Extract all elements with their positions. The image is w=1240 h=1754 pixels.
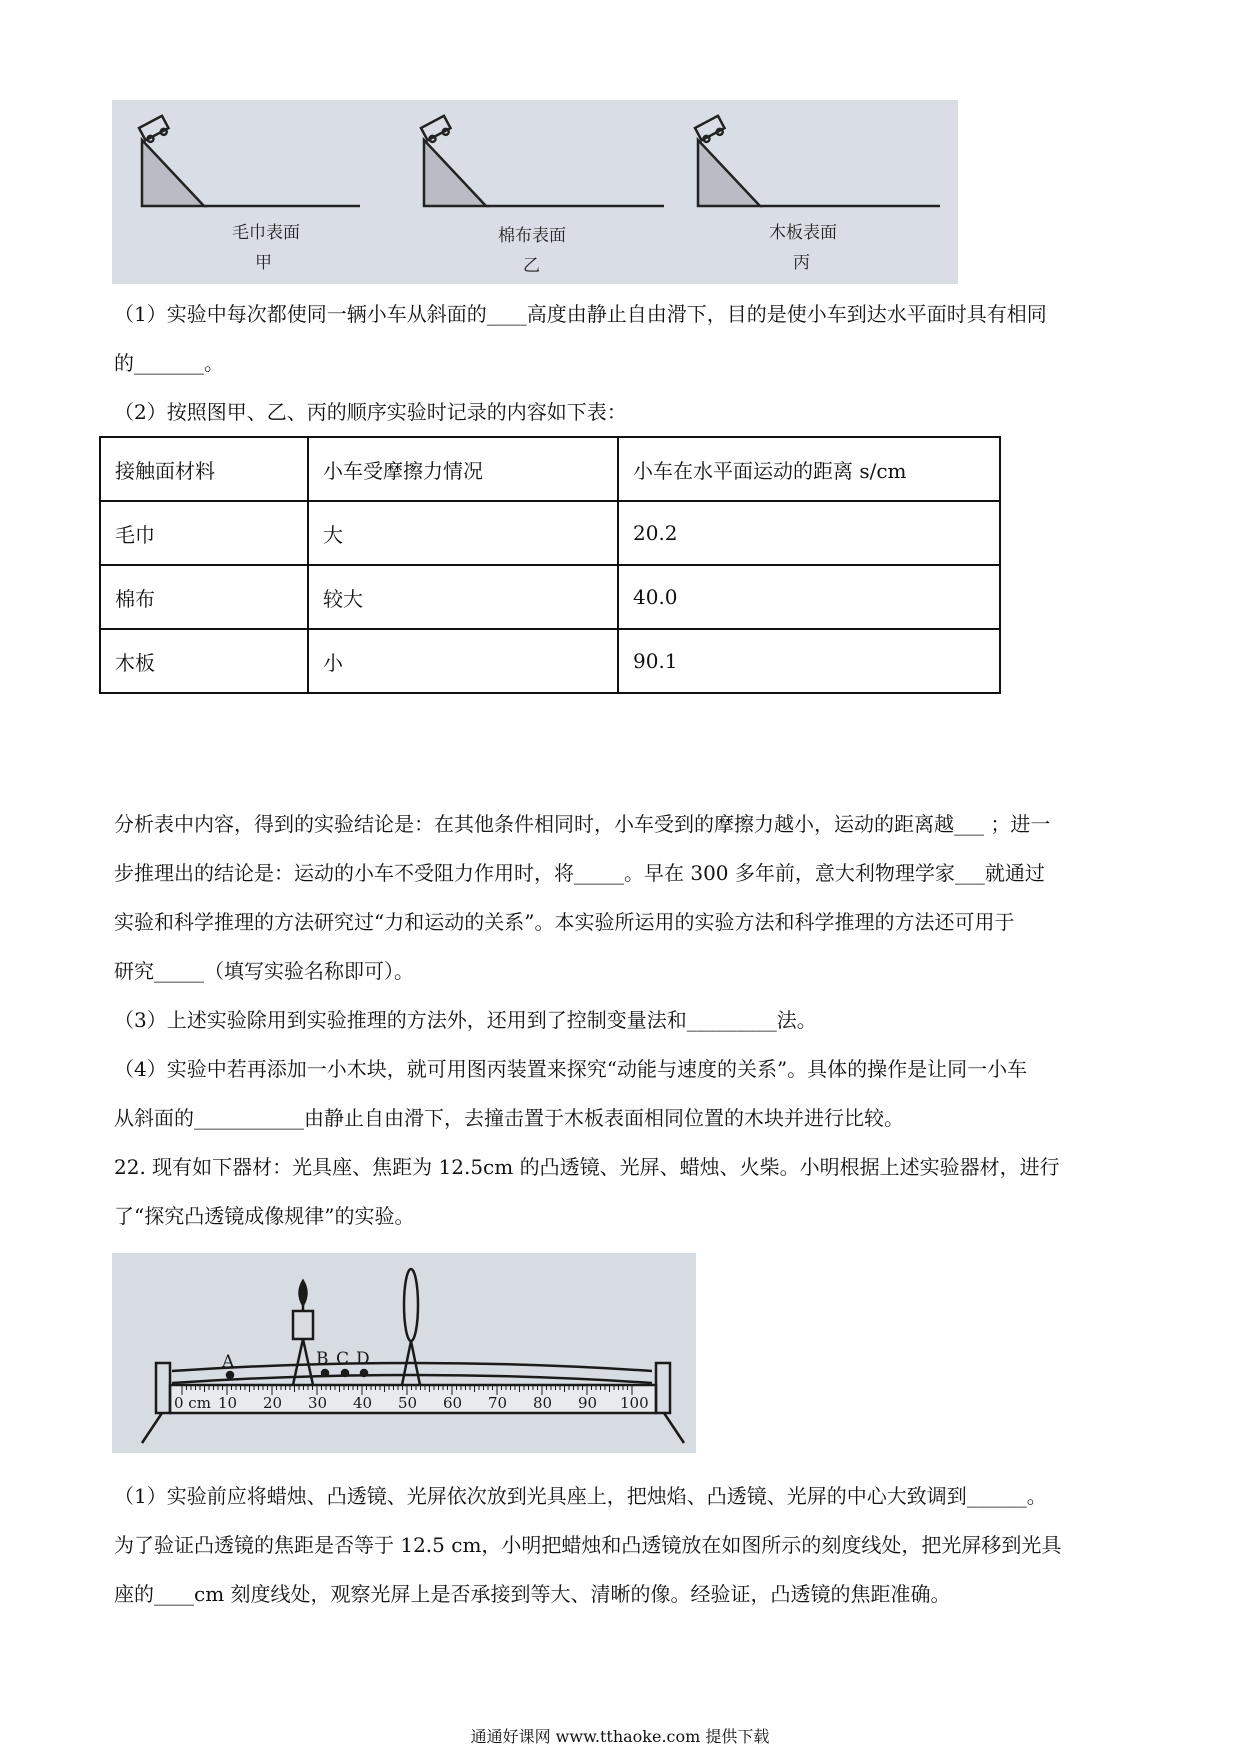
point-label-c: C: [336, 1349, 350, 1369]
table-cell: 较大: [308, 565, 618, 629]
figure-label: 甲: [255, 253, 272, 273]
point-label-a: A: [222, 1352, 235, 1372]
table-cell: 大: [308, 501, 618, 565]
scale-label: 100: [620, 1394, 649, 1412]
surface-label: 毛巾表面: [232, 223, 300, 243]
incline-figure: [112, 100, 958, 284]
table-cell: 20.2: [618, 501, 1000, 565]
point-label-b: B: [316, 1349, 329, 1369]
scale-label: 70: [488, 1394, 508, 1412]
table-header: 小车在水平面运动的距离 s/cm: [618, 437, 1000, 501]
q21-part1-line1: （1）实验中每次都使同一辆小车从斜面的____高度由静止自由滑下，目的是使小车到达水平面时具有相同: [114, 302, 1047, 326]
table-header-row: [100, 437, 1000, 501]
figure-label: 丙: [793, 253, 810, 273]
table-header: 小车受摩擦力情况: [308, 437, 618, 501]
table-row: [100, 565, 1000, 629]
figure-label: 乙: [523, 256, 540, 276]
surface-label: 棉布表面: [498, 226, 566, 246]
scale-label: 10: [218, 1394, 238, 1412]
q22-stem-line2: 了“探究凸透镜成像规律”的实验。: [114, 1204, 415, 1228]
scale-label: 90: [578, 1394, 598, 1412]
analysis-line1: 分析表中内容，得到的实验结论是：在其他条件相同时，小车受到的摩擦力越小，运动的距离越___ ；进一: [114, 812, 1051, 836]
optical-bench-figure: [112, 1253, 696, 1453]
surface-label: 木板表面: [769, 223, 837, 243]
scale-label: 20: [263, 1394, 283, 1412]
q21-part2-intro: （2）按照图甲、乙、丙的顺序实验时记录的内容如下表：: [114, 400, 627, 424]
scale-label: 80: [533, 1394, 553, 1412]
q22-part1-line3: 座的____cm 刻度线处，观察光屏上是否承接到等大、清晰的像。经验证，凸透镜的焦距准确。: [114, 1582, 951, 1606]
table-cell: 木板: [100, 629, 308, 693]
q22-stem-line1: 22. 现有如下器材：光具座、焦距为 12.5cm 的凸透镜、光屏、蜡烛、火柴。小明根据上述实验器材，进行: [114, 1155, 1060, 1179]
analysis-line2: 步推理出的结论是：运动的小车不受阻力作用时，将_____。早在 300 多年前，意大利物理学家___就通过: [114, 861, 1045, 885]
table-cell: 毛巾: [100, 501, 308, 565]
scale-label: 30: [308, 1394, 328, 1412]
q21-part1-line2: 的_______。: [114, 351, 224, 375]
incline-diagram: [112, 100, 958, 284]
scale-label: 0 cm: [174, 1394, 211, 1412]
q21-part3: （3）上述实验除用到实验推理的方法外，还用到了控制变量法和_________法。: [114, 1008, 817, 1032]
point-label-d: D: [356, 1349, 370, 1369]
q21-part4-line1: （4）实验中若再添加一小木块，就可用图丙装置来探究“动能与速度的关系”。具体的操作是让同一小车: [114, 1057, 1028, 1081]
q21-part4-line2: 从斜面的___________由静止自由滑下，去撞击置于木板表面相同位置的木块并进行比较。: [114, 1106, 904, 1130]
scale-label: 60: [443, 1394, 463, 1412]
table-row: [100, 501, 1000, 565]
q22-part1-line2: 为了验证凸透镜的焦距是否等于 12.5 cm，小明把蜡烛和凸透镜放在如图所示的刻度线处，把光屏移到光具: [114, 1533, 1062, 1557]
table-cell: 90.1: [618, 629, 1000, 693]
optical-bench-diagram: [112, 1253, 696, 1453]
scale-label: 50: [398, 1394, 418, 1412]
results-table: [99, 436, 1001, 694]
page-footer: 通通好课网 www.tthaoke.com 提供下载: [470, 1727, 770, 1746]
table-header: 接触面材料: [100, 437, 308, 501]
table-row: [100, 629, 1000, 693]
table-cell: 40.0: [618, 565, 1000, 629]
table-cell: 小: [308, 629, 618, 693]
analysis-line3: 实验和科学推理的方法研究过“力和运动的关系”。本实验所运用的实验方法和科学推理的方法还可用于: [114, 910, 1015, 934]
table-cell: 棉布: [100, 565, 308, 629]
analysis-line4: 研究_____（填写实验名称即可）。: [114, 959, 414, 983]
q22-part1-line1: （1）实验前应将蜡烛、凸透镜、光屏依次放到光具座上，把烛焰、凸透镜、光屏的中心大致调到______。: [114, 1484, 1047, 1508]
scale-label: 40: [353, 1394, 373, 1412]
